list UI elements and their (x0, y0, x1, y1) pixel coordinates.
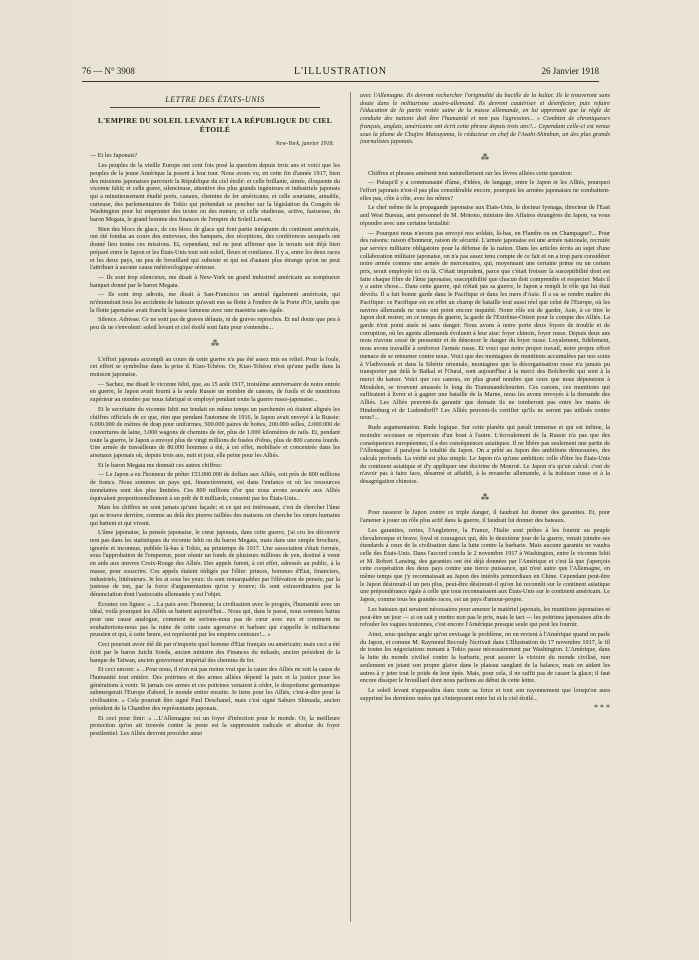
section-separator: ⁂ (481, 152, 489, 162)
right-column (360, 92, 610, 927)
paragraph: — Sachez, me disait le vicomte Ishii, que, au 15 août 1917, troisième anniversaire de notre entrée en guerre, le Japon avait fourni à la seule Russie un nombre de canons, de fusils et de munitions supérieur au nombre par nous fabriqué et employé pendant toute la guerre russo-japonaise... (90, 380, 340, 404)
paragraph: Et le baron Megata me donnait ces autres chiffres: (98, 461, 223, 469)
paragraph: Le chef même de la propagande japonaise aux États-Unis, le docteur Iyenaga, directeur de l'East and West Bureau, ami personnel de M. Motono, ministre des Affaires étrangères du Japon, va vous répondre avec une certaine brutalité: (360, 204, 610, 227)
paragraph: Rude argumentation. Rude logique. Sur cette planète qui paraît immense et qui est infime, la moindre secousse se répercute d'un bout à l'autre. L'écroulement de la Russie n'a pas que des conséquences européennes; il a des conséquences asiatiques. Il ne libère pas seulement une partie de l'Allemagne: il paralyse la totalité du Japon. On a prêté au Japon des ambitions démesurées, des calculs profonds. La vérité est plus simple. Le Japon n'a qu'une ambition: celle d'être les États-Unis du continent asiatique et d'y appliquer une doctrine de Monroë. Le Japon n'a qu'un calcul: c'est de n'avoir pas à faire face, désarmé et affaibli, à la revanche allemande, à la trahison russe et à la désagrégation chinoise. (360, 424, 610, 486)
paragraph: Et ceci pour finir: « ...L'Allemagne est un foyer d'infection pour le monde. Or, la meilleure protection qu'on ait trouvée contre la peste est la suppression radicale et absolue du foyer pestilentiel. Les Alliés devront procéder ainsi (90, 714, 340, 737)
page-number: 76 — N° 3908 (82, 66, 135, 76)
left-column (90, 92, 340, 927)
paragraph: Les peuples de la vieille Europe ont cent fois posé la question depuis trois ans et voici que les peuples de la jeune Amérique la posent à leur tour. Nous avons vu, en cette fin d'année 1917, bien des missions japonaises parcourir la République du ciel étoilé: et celle brillante, aimée, éloquente du vicomte Ishii; et celle grave, silencieuse, attentive des plus grands ingénieurs et industriels japonais qui a minutieusement étudié ports, canaux, chemins de fer américains; et celle souriante, aimable, curieuse, des parlementaires de Tokio qui prétendait se pencher sur la législation du Congrès de Washington pour lui emprunter des textes ou des mœurs; et celle studieuse, active, fastueuse, du baron Megata, le grand homme des finances de l'empire du Soleil Levant. (90, 162, 340, 224)
paragraph: Et le secrétaire du vicomte Ishii me tendait en même temps un parchemin où étaient alignés les chiffres officiels de ce que, rien que pendant l'automne de 1916, le Japon avait envoyé à la Russie: 6.000.000 de mètres de drap pour uniformes, 500.000 paires de bottes, 200.000 selles, 2.000.000 de couvertures de laine, 3.000 wagons de chemins de fer, plus de 1.000 kilomètres de rails. Et, pendant toute la guerre, le Japon a envoyé plus de vingt millions de fusées d'obus, plus de 800 canons lourds. Une armée de travailleurs de 80.000 hommes a été, à cet effet, mobilisée et concentrée dans les arsenaux japonais où, depuis trois ans, nuit et jour, elle peine pour les Alliés. (90, 405, 340, 460)
issue-date: 26 Janvier 1918 (541, 66, 599, 76)
section-separator: ⁂ (211, 338, 219, 348)
magazine-title: L'ILLUSTRATION (293, 66, 387, 77)
running-head (82, 66, 599, 80)
section-heading: LETTRE DES ÉTATS-UNIS (165, 95, 265, 104)
paragraph: Ainsi, sous quelque angle qu'on envisage le problème, on en revient à l'Amérique quand on parle du Japon, et comme M. Raymond Recouly l'écrivait dans L'Illustration du 17 novembre 1917, le fil de toutes les négociations menant à Tokio passe nécessairement par Washington. L'Amérique, dans la lutte du monde civilisé contre la barbarie, peut assurer la victoire du monde civilisé, non seulement en jetant son propre glaive dans le plateau sanglant de la balance, mais en aidant les autres à y jeter tout le poids de leur épée. Mais, pour cela, il ne suffit pas de casser la glace; il faut encore dissiper le brouillard dont nous parlions au début de cette lettre. (360, 631, 610, 685)
paragraph: — Puisqu'il y a communauté d'âme, d'idées, de langage, entre le Japon et les Alliés, pourquoi l'effort japonais n'est-il pas plus considérable encore, pourquoi les armées japonaises ne combattent-elles pas, côte à côte, avec les nôtres? (360, 179, 610, 202)
section-rule (110, 107, 320, 108)
paragraph: — Ils sont trop silencieux, me disait à New-York un grand industriel américain au somptueux banquet donné par le baron Megata. (90, 273, 340, 289)
dateline: New-York, janvier 1918. (275, 140, 334, 147)
end-mark: * * * (594, 703, 610, 713)
paragraph: Mais les chiffres ne sont jamais qu'une façade; et ce qui est intéressant, c'est de chercher l'âme qui se trouve derrière, comme au delà des pierres taillées des maisons on cherche les cœurs humains qui battent et qui vivent. (90, 504, 340, 527)
paragraph: — Ils sont trop adroits, me disait à San-Francisco un amiral également américain, qui m'énumérait tous les accidents de bateaux qu'avait eus sa flotte à l'ombre de la Porte d'Or, tandis que la flotte japonaise avait franchi la passe fameuse avec une maestria sans égale. (90, 291, 340, 314)
paragraph: L'âme japonaise, la pensée japonaise, le cœur japonais, dans cette guerre, j'ai cru les découvrir non pas dans les statistiques du vicomte Ishii ou du baron Megata, mais dans une simple brochure, ignorée et inconnue, publiée là-bas à Tokio, au printemps de 1917. Une association s'était formée, sous l'approbation de l'empereur, pour réunir un fonds de plusieurs millions de yen, destiné à venir en aide aux œuvres Croix-Rouge des Alliés. Des appels furent, à cet effet, adressés au public, à la masse, pour souscrire. Ces appels étaient rédigés par l'élite: princes, hommes d'État, financiers, industriels, littérateurs. Je les ai sous les yeux: ils sont remarquables par l'élévation de pensée, par la justesse de ton, par la force d'argumentation qu'on y trouve; ils sont extraordinaires par la dénonciation dont l'autocratie allemande y est l'objet. (90, 529, 340, 598)
paragraph: Silence. Adresse. Ce ne sont pas de graves défauts, ni de graves reproches. Et nul doute que peu à peu ils ne s'envolent: soleil levant et ciel étoilé sont faits pour s'entendre... (90, 316, 340, 332)
paragraph: avec l'Allemagne. Ils devront rechercher l'originalité du bacille de la kultur. Ils le trouveront sans doute dans le militarisme austro-allemand. Ils devront cautériser et désinfecter, puis refaire l'éducation de la partie restée saine de la masse allemande, en lui apprenant que la règle de conduite des nations doit être l'humanité et non pas l'agression... » Combien de chroniqueurs français, anglais, américains ont écrit cette phrase depuis trois ans?... Cependant celle-ci est venue sous la plume de Chujiro Matsuyama, le rédacteur en chef de l'Asahi-Shimbun, un des plus grands journalistes japonais. (360, 92, 610, 146)
paragraph: Écoutez ces lignes: « ...La paix avec l'honneur, la civilisation avec le progrès, l'humanité avec un idéal, voilà pourquoi les Alliés se battent aujourd'hui... Nous qui, dans le passé, nous sommes battus pour une cause analogue, comment ne serions-nous pas de cœur avec eux et comment ne souhaiterions-nous pas la ruine de cette caste agressive et barbare qui s'appelle le militarisme prussien et qui, à cette heure, est représenté par les empires centraux!... » (90, 600, 340, 639)
paragraph: L'effort japonais accompli au cours de cette guerre n'a pas été assez mis en relief. Pour la foule, cet effort se symbolise dans la prise d. Kiao-Tchéou. Or, Kiao-Tchéou n'est qu'une paille dans la moisson japonaise. (90, 355, 340, 378)
paragraph: — Le Japon a eu l'honneur de prêter 153.000.000 de dollars aux Alliés, soit près de 800 millions de francs. Nous sommes un pays qui, financièrement, est dans l'enfance et où les ressources monétaires sont des plus limitées. Ces 800 millions d'or que nous avons avancés aux Alliés équivalent proportionnellement à un prêt de 8 milliards, consenti par les États-Unis... (90, 471, 340, 502)
paragraph: Bien des blocs de glace, de ces blocs de glace qui font partie intégrante du continent américain, ont été fondus au cours des entrevues, des banquets, des réceptions, des conférences auxquels ont donné lieu toutes ces missions. Et, cependant, nul ne peut affirmer que le terrain soit déjà bien préparé entre le Japon et les États-Unis tout soit soleil, fleurs et confiance. Il y a, entre les deux races et les deux pays, un peu de brouillard qui subsiste et qui est d'autant plus étrange qu'on ne peut l'attribuer à aucune cause météorologique sérieuse. (90, 225, 340, 272)
section-separator: ⁂ (481, 492, 489, 502)
paragraph: — Pourquoi nous n'avons pas envoyé nos soldats, là-bas, en Flandre ou en Champagne?... Pour des raisons: raison d'honneur, raison de sécurité. L'armée japonaise est une armée nationale, recrutée par service militaire obligatoire pour la défense de la nation. Dans les articles écrits au sujet d'une collaboration militaire japonaise, on n'a pas assez tenu compte de ce fait et on a trop paru considérer notre armée comme une armée de mercenaires, qui, moyennant une certaine prime ou un certain prix, serait employée ici ou là. C'était imprudent, parce que c'était froisser la susceptibilité dont est faite chaque fibre de l'âme japonaise, susceptibilité que chacun doit comprendre et respecter. Mais il y a autre chose... Dans cette guerre, qui n'était pas sa guerre, le Japon a rempli le rôle qui lui était dévolu. Il a fait bonne garde dans le Pacifique et dans les mers d'Asie. Il a su se rendre maître du Pacifique: ce Pacifique est en effet un champ de bataille tout aussi réel que celui de l'Europe, où les navires allemands ne nous ont point encore inquiété. Notre rôle est de garder, Asie, à ce titre le Japon doit restrer, en ce temps de guerre, la garde de l'Extrême-Orient pour le compte des Alliés. La garde n'est point aisée ni sans danger. Nous avons à notre porte deux foyers de trouble et de corruption, où les agents allemands évoluent à leur aise: foyer chinois, foyer russe. Depuis deux ans nous n'avons cessé de pressentir et de dénoncer le danger du foyer russe. Loyalement, fidèlement, nous avons travaillé à renforcer l'armée russe. Et voici que notre propre travail, notre propre effort menace de se retourner contre nous. Voici que des montagnes de munitions accumulées par nos soins à Vladivostok et dans la Sibérie orientale, montagnes que la désorganisation russe n'a jamais pu transporter par delà le Baïkal et l'Oural, sont aujourd'hui à la merci des Bolcheviki qui sont à la merci du kaiser. Voici que ces canons, en plus grand nombre que ceux que nous dépensions à Moukden, se trouvent amassés le long du Transmandchourien. Ces canons, ces munitions qui suffiraient à livrer et à gagner une bataille de la Marne, nous les avons envoyés à la demande des Alliés. Les Alliés peuvent-ils garantir que demain ils ne tomberont pas entre les mains de Hindenburg et de Ludendorff? Les Alliés peuvent-ils certifier qu'ils ne seront pas utilisés contre nous?... (360, 229, 610, 422)
paragraph: Chiffres et phrases amènent tout naturellement sur les lèvres alliées cette question: (368, 169, 573, 177)
paragraph: Ceci pourrait avoir été dit par n'importe quel homme d'État français ou américain; mais ceci a été écrit par le baron Juichi Soeda, ancien ministre des Finances du mikado, ancien président de la banque de Taïwan, ancien gouverneur impérial des chemins de fer. (90, 641, 340, 664)
paragraph: — Et les Japonais? (90, 152, 138, 160)
header-rule (82, 81, 599, 82)
paragraph: Le soleil levant n'apparaîtra dans toute sa force et tout son rayonnement que lorsqu'on aura supprimé les dernières nuées qui s'interposent entre lui et le ciel étoilé... (360, 686, 610, 702)
column-divider (350, 92, 351, 922)
article-title: L'EMPIRE DU SOLEIL LEVANT ET LA RÉPUBLIQUE DU CIEL ÉTOILÉ (97, 115, 333, 135)
paragraph: Et ceci encore: « ...Pour nous, il n'en est pas moins vrai que la cause des Alliés ne soit la cause de l'humanité tout entière. Des poitrines et des armes alliées dépend la paix et la justice pour les générations à venir. Si jamais ces armes et ces poitrines venaient à céder, le despotisme germanique submergerait l'Europe d'abord, le monde entier ensuite. Je tiens pour les Alliés, c'est-à-dire pour la civilisation. » Cela pourrait être signé Paul Deschanel, mais c'est signé Saburo Shimada, ancien président de la Chambre des représentants japonais. (90, 666, 340, 712)
paragraph: Les bateaux qui seraient nécessaires pour amener le matériel japonais, les munitions japonaises et peut-être un jour — si on sait y mettre non pas le prix, mais le tact — les poitrines japonaises afin de refouler les vagues teutonnes, c'est encore l'Amérique presque seule qui peut les fournir. (360, 605, 610, 629)
paragraph: Les garanties, certes, l'Angleterre, la France, l'Italie sont prêtes à les fournir au peuple chevaleresque et brave, loyal et courageux qui, dès le deuxième jour de la guerre, venait joindre ses étendards à ceux de la civilisation dans la lutte contre la barbarie. Mais aucune garantie ne vaudra celle des États-Unis. Dans l'accord conclu le 2 novembre 1917 à Washington, entre le vicomte Ishii et M. Robert Lansing, des garanties ont été déjà données par l'Amérique et c'est là que j'aperçois cette coopération des deux pays contre une tierce puissance, qui n'est autre que l'Allemagne, en même temps que j'y reconnaissait au Japon des intérêts primordiaux en Chine. Cependant peut-être le Japon désirerait-il un peu plus, peut-être désirerait-il qu'on lui reconnût sur le continent asiatique une prépondérance égale à celle que tous reconnaissent aux États-Unis sur le continent américain. Le Japon, comme tous les grandes races, est un pays d'amour-propre. (360, 526, 610, 604)
paragraph: Pour rassurer le Japon contre ce triple danger, il faudrait lui donner des garanties. Et, pour l'amener à jouer un rôle plus actif dans la guerre, il faudrait lui donner des bateaux. (360, 509, 610, 525)
